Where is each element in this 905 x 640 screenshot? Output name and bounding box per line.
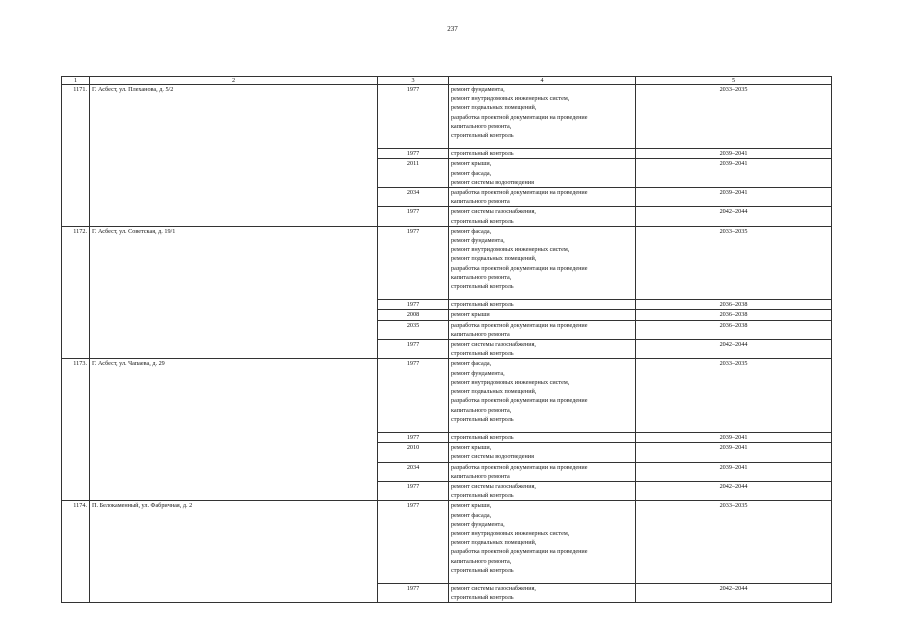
work-type-line: ремонт системы газоснабжения,: [451, 482, 536, 490]
work-type-line: ремонт внутридомовых инженерных систем,: [451, 529, 570, 537]
period-cell: 2039–2041: [636, 443, 832, 462]
table-row: [62, 85, 832, 149]
year-cell: 2008: [378, 310, 449, 320]
work-type-line: строительный контроль: [451, 433, 514, 441]
building-number: 1171.: [62, 85, 90, 227]
work-type-line: ремонт системы газоснабжения,: [451, 584, 536, 592]
work-type-line: строительный контроль: [451, 132, 514, 140]
work-type-line: строительный контроль: [451, 566, 514, 574]
work-types-cell: [449, 501, 636, 584]
work-type-line: ремонт внутридомовых инженерных систем,: [451, 95, 570, 103]
work-type-line: ремонт фундамента,: [451, 237, 505, 245]
work-type-line: капитального ремонта,: [451, 557, 512, 565]
period-cell: 2033–2035: [636, 501, 832, 584]
work-types-cell: [449, 432, 636, 442]
work-type-line: разработка проектной документации на проведение: [451, 548, 588, 556]
building-number: 1173.: [62, 359, 90, 501]
year-cell: 1977: [378, 300, 449, 310]
work-type-line: ремонт системы водоотведения: [451, 453, 534, 461]
year-cell: 1977: [378, 340, 449, 359]
year-cell: 1977: [378, 149, 449, 159]
table-row: [62, 359, 832, 432]
period-cell: 2036–2038: [636, 300, 832, 310]
building-address: П. Белокаменный, ул. Фабричная, д. 2: [90, 501, 378, 603]
period-cell: 2042–2044: [636, 583, 832, 602]
work-type-line: разработка проектной документации на проведение: [451, 113, 588, 121]
work-type-line: капитального ремонта: [451, 330, 510, 338]
year-cell: 2011: [378, 159, 449, 188]
cell-spacer: [451, 575, 633, 583]
work-type-line: строительный контроль: [451, 415, 514, 423]
work-types-cell: [449, 462, 636, 481]
header-cell: 2: [90, 77, 378, 85]
work-type-line: строительный контроль: [451, 301, 514, 309]
work-type-line: ремонт крыши,: [451, 160, 492, 168]
work-types-cell: [449, 149, 636, 159]
work-type-line: ремонт внутридомовых инженерных систем,: [451, 246, 570, 254]
work-type-line: разработка проектной документации на проведение: [451, 463, 588, 471]
work-type-line: ремонт фасада,: [451, 227, 492, 235]
period-cell: 2039–2041: [636, 432, 832, 442]
period-cell: 2039–2041: [636, 188, 832, 207]
period-cell: 2042–2044: [636, 207, 832, 226]
work-type-line: капитального ремонта,: [451, 273, 512, 281]
period-cell: 2042–2044: [636, 481, 832, 500]
work-type-line: ремонт подвальных помещений,: [451, 388, 537, 396]
building-address: Г. Асбест, ул. Советская, д. 19/1: [90, 226, 378, 359]
work-types-cell: [449, 310, 636, 320]
table-body: [62, 85, 832, 603]
period-cell: 2039–2041: [636, 462, 832, 481]
work-type-line: ремонт системы водоотведения: [451, 178, 534, 186]
work-types-cell: [449, 443, 636, 462]
work-type-line: капитального ремонта: [451, 472, 510, 480]
building-address: Г. Асбест, ул. Чапаева, д. 29: [90, 359, 378, 501]
work-types-cell: [449, 359, 636, 432]
capital-repair-table: [61, 76, 832, 603]
header-cell: 5: [636, 77, 832, 85]
work-type-line: ремонт крыши,: [451, 502, 492, 510]
work-type-line: ремонт фасада,: [451, 360, 492, 368]
work-type-line: ремонт фундамента,: [451, 86, 505, 93]
work-types-cell: [449, 300, 636, 310]
cell-spacer: [451, 140, 633, 148]
work-types-cell: [449, 188, 636, 207]
work-type-line: ремонт подвальных помещений,: [451, 104, 537, 112]
period-cell: 2033–2035: [636, 226, 832, 299]
work-type-line: ремонт фасада,: [451, 511, 492, 519]
work-type-line: разработка проектной документации на проведение: [451, 189, 588, 197]
year-cell: 2034: [378, 188, 449, 207]
work-type-line: ремонт фундамента,: [451, 520, 505, 528]
work-type-line: разработка проектной документации на проведение: [451, 264, 588, 272]
work-type-line: строительный контроль: [451, 150, 514, 158]
work-type-line: капитального ремонта: [451, 198, 510, 206]
year-cell: 1977: [378, 501, 449, 584]
table-row: [62, 226, 832, 299]
work-type-line: разработка проектной документации на проведение: [451, 397, 588, 405]
year-cell: 2034: [378, 462, 449, 481]
header-row: [62, 77, 832, 85]
header-cell: 4: [449, 77, 636, 85]
period-cell: 2033–2035: [636, 359, 832, 432]
work-type-line: ремонт крыши,: [451, 444, 492, 452]
year-cell: 1977: [378, 207, 449, 226]
work-type-line: капитального ремонта,: [451, 406, 512, 414]
building-number: 1172.: [62, 226, 90, 359]
table-row: [62, 501, 832, 584]
work-type-line: ремонт крыши: [451, 311, 490, 319]
year-cell: 1977: [378, 432, 449, 442]
work-type-line: строительный контроль: [451, 594, 514, 602]
year-cell: 1977: [378, 226, 449, 299]
year-cell: 1977: [378, 359, 449, 432]
work-type-line: разработка проектной документации на проведение: [451, 321, 588, 329]
header-cell: 3: [378, 77, 449, 85]
work-type-line: ремонт подвальных помещений,: [451, 539, 537, 547]
work-types-cell: [449, 340, 636, 359]
period-cell: 2042–2044: [636, 340, 832, 359]
work-types-cell: [449, 85, 636, 149]
work-type-line: строительный контроль: [451, 350, 514, 358]
work-type-line: ремонт внутридомовых инженерных систем,: [451, 378, 570, 386]
work-type-line: строительный контроль: [451, 283, 514, 291]
work-type-line: ремонт фасада,: [451, 169, 492, 177]
year-cell: 2035: [378, 320, 449, 339]
page-number: 237: [447, 25, 458, 33]
period-cell: 2036–2038: [636, 310, 832, 320]
work-type-line: капитального ремонта,: [451, 122, 512, 130]
work-types-cell: [449, 320, 636, 339]
year-cell: 1977: [378, 583, 449, 602]
period-cell: 2039–2041: [636, 159, 832, 188]
work-type-line: ремонт системы газоснабжения,: [451, 341, 536, 349]
work-type-line: ремонт подвальных помещений,: [451, 255, 537, 263]
work-types-cell: [449, 583, 636, 602]
work-types-cell: [449, 207, 636, 226]
period-cell: 2039–2041: [636, 149, 832, 159]
cell-spacer: [451, 291, 633, 299]
work-types-cell: [449, 226, 636, 299]
work-type-line: строительный контроль: [451, 492, 514, 500]
work-type-line: ремонт фундамента,: [451, 369, 505, 377]
period-cell: 2036–2038: [636, 320, 832, 339]
header-cell: 1: [62, 77, 90, 85]
year-cell: 1977: [378, 85, 449, 149]
building-address: Г. Асбест, ул. Плеханова, д. 5/2: [90, 85, 378, 227]
year-cell: 2010: [378, 443, 449, 462]
building-number: 1174.: [62, 501, 90, 603]
period-cell: 2033–2035: [636, 85, 832, 149]
work-type-line: строительный контроль: [451, 217, 514, 225]
work-types-cell: [449, 481, 636, 500]
work-types-cell: [449, 159, 636, 188]
work-type-line: ремонт системы газоснабжения,: [451, 208, 536, 216]
year-cell: 1977: [378, 481, 449, 500]
cell-spacer: [451, 424, 633, 432]
